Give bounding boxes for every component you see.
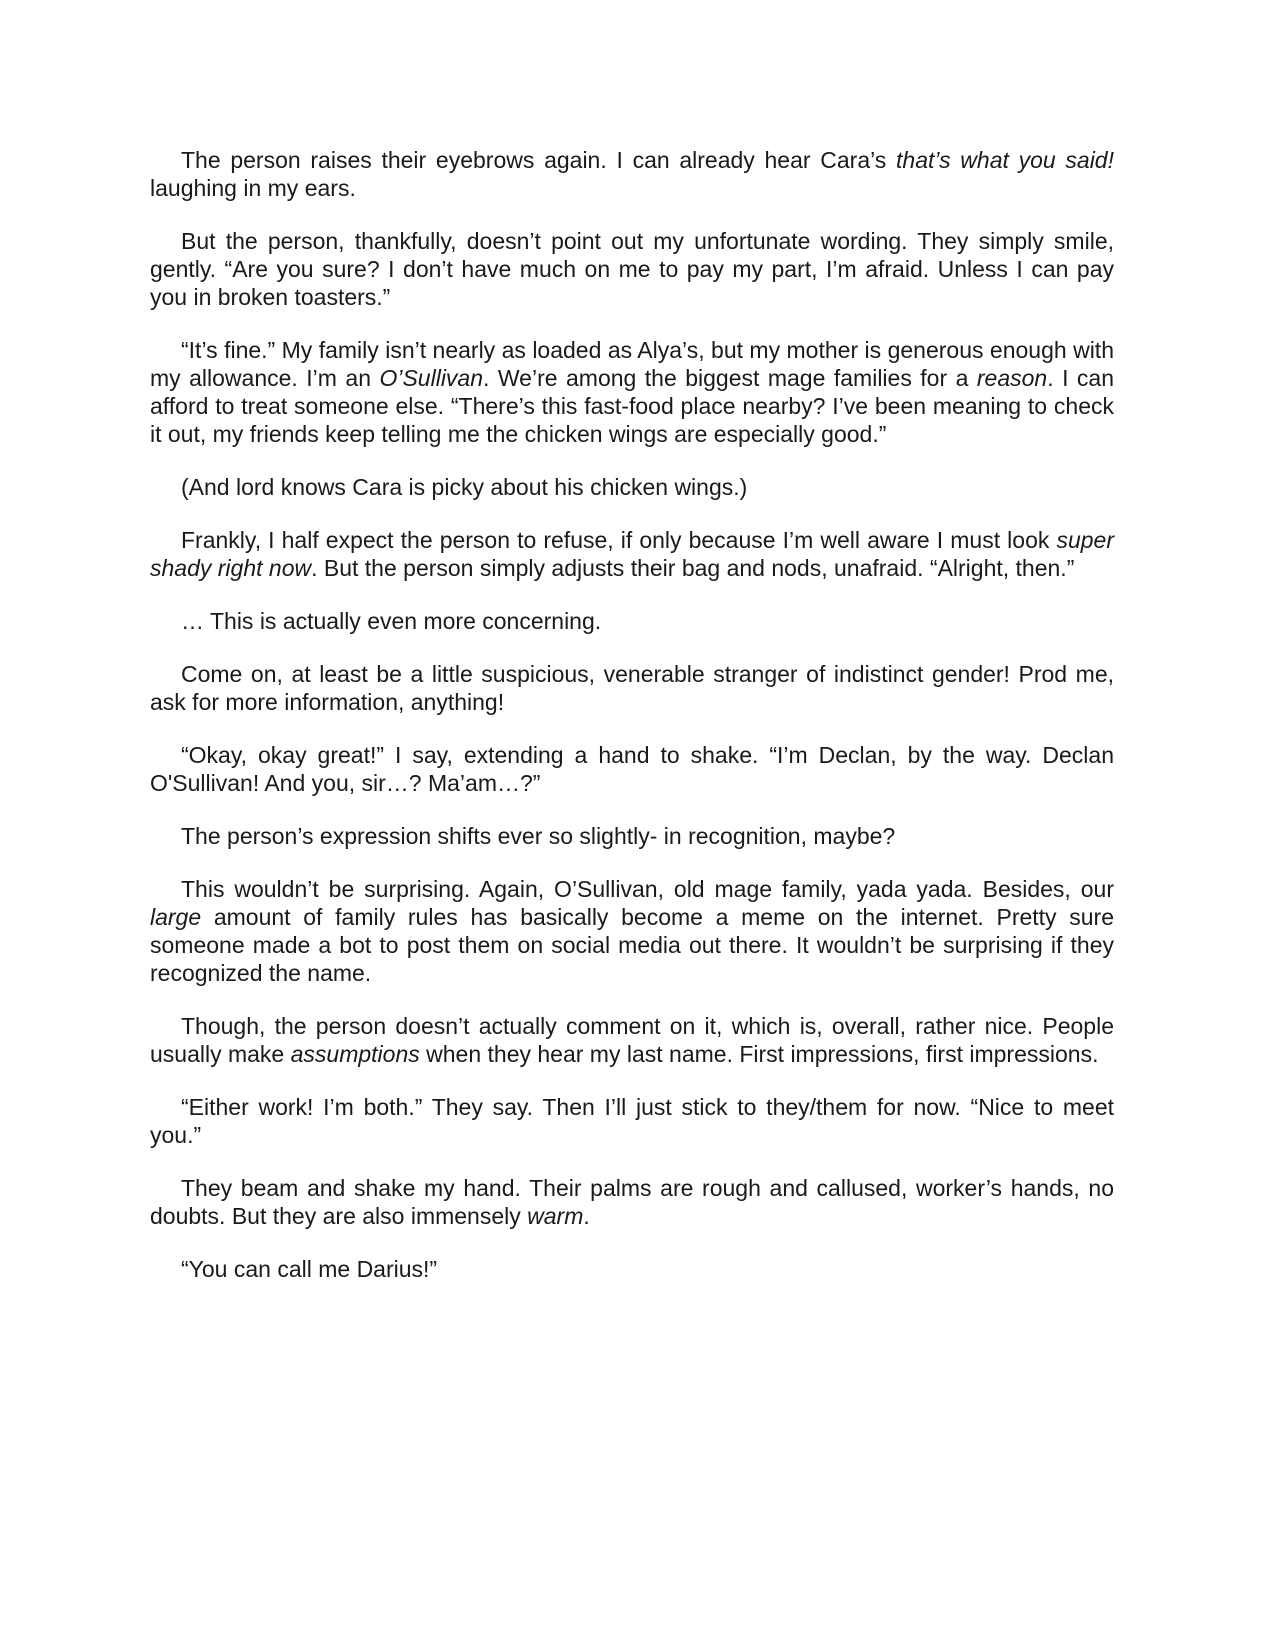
paragraph (150, 1093, 1114, 1149)
text-run: laughing in my ears. (150, 175, 356, 201)
document-page (150, 146, 1114, 1308)
text-run: . But the person simply adjusts their bag and nods, unafraid. “Alright, then.” (311, 555, 1075, 581)
paragraph (150, 146, 1114, 202)
italic-text-run: large (150, 904, 202, 930)
text-run: . I can afford to treat someone else. “There’s this fast-food place nearby? I’ve been meaning to check it out, my friends keep telling me the chicken wings are especially good.” (150, 365, 1115, 447)
text-run: “You can call me Darius!” (181, 1256, 438, 1282)
text-run: “Either work! I’m both.” They say. Then I’ll just stick to they/them for now. “Nice to meet you.” (150, 1094, 1114, 1148)
paragraph (150, 526, 1114, 582)
text-run: when they hear my last name. First impressions, first impressions. (419, 1041, 1099, 1067)
text-run: … This is actually even more concerning. (181, 608, 602, 634)
paragraph (150, 473, 1114, 501)
paragraph (150, 875, 1114, 987)
text-run: . We’re among the biggest mage families for a (483, 365, 977, 391)
paragraph (150, 822, 1114, 850)
paragraph (150, 1174, 1114, 1230)
italic-text-run: reason (976, 365, 1048, 391)
paragraph (150, 336, 1114, 448)
text-run: (And lord knows Cara is picky about his chicken wings.) (181, 474, 748, 500)
text-run: Come on, at least be a little suspicious, venerable stranger of indistinct gender! Prod me, ask for more information, anything! (150, 661, 1114, 715)
paragraph (150, 1255, 1114, 1283)
text-run: Frankly, I half expect the person to refuse, if only because I’m well aware I must look (181, 527, 1057, 553)
italic-text-run: super shady right now (150, 527, 1114, 581)
text-run: “It’s fine.” My family isn’t nearly as loaded as Alya’s, but my mother is generous enough with my allowance. I’m an (150, 337, 1114, 391)
paragraph (150, 1012, 1114, 1068)
text-run: Though, the person doesn’t actually comment on it, which is, overall, rather nice. People usually make (150, 1013, 1114, 1067)
italic-text-run: assumptions (290, 1041, 420, 1067)
text-run: . (583, 1203, 590, 1229)
text-run: amount of family rules has basically become a meme on the internet. Pretty sure someone made a bot to post them on social media out there. It wouldn’t be surprising if they recognized the name. (150, 904, 1114, 986)
paragraph (150, 660, 1114, 716)
italic-text-run: that’s what you said! (896, 147, 1114, 173)
italic-text-run: O’Sullivan (379, 365, 484, 391)
text-run: The person raises their eyebrows again. I can already hear Cara’s (181, 147, 897, 173)
italic-text-run: warm (527, 1203, 584, 1229)
text-run: But the person, thankfully, doesn’t point out my unfortunate wording. They simply smile, gently. “Are you sure? I don’t have much on me to pay my part, I’m afraid. Unless I can pay you in broken toasters.” (150, 228, 1114, 310)
paragraph (150, 227, 1114, 311)
paragraph (150, 741, 1114, 797)
text-run: This wouldn’t be surprising. Again, O’Sullivan, old mage family, yada yada. Besides, our (181, 876, 1114, 902)
text-run: They beam and shake my hand. Their palms are rough and callused, worker’s hands, no doubts. But they are also immensely (150, 1175, 1114, 1229)
text-run: The person’s expression shifts ever so slightly- in recognition, maybe? (181, 823, 896, 849)
paragraph (150, 607, 1114, 635)
text-run: “Okay, okay great!” I say, extending a hand to shake. “I’m Declan, by the way. Declan O'Sullivan! And you, sir…? Ma’am…?” (150, 742, 1114, 796)
